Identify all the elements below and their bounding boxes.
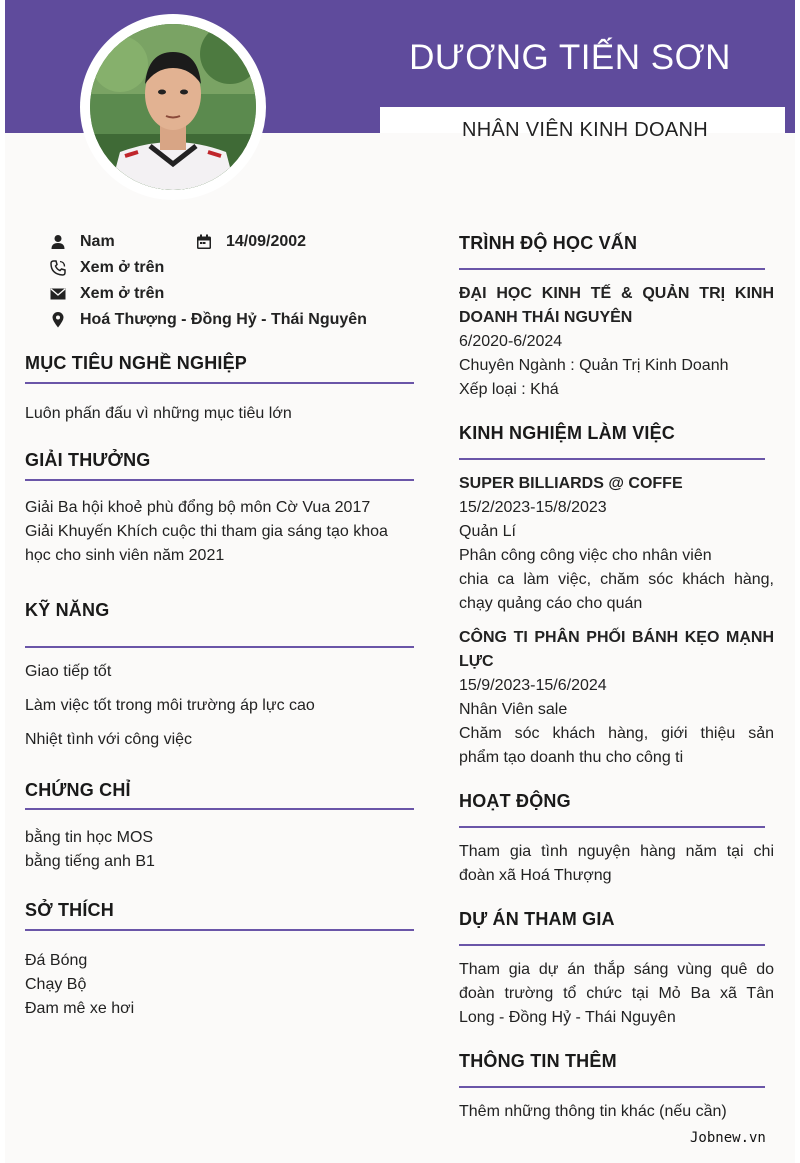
- skill-item: Làm việc tốt trong môi trường áp lực cao: [25, 697, 315, 714]
- candidate-name: DƯƠNG TIẾN SƠN: [409, 38, 731, 77]
- job-desc: chạy quảng cáo cho quán: [459, 595, 643, 612]
- job-desc: Chăm sóc khách hàng, giới thiệu sản: [459, 725, 774, 742]
- school-name: ĐẠI HỌC KINH TẾ & QUẢN TRỊ KINH: [459, 285, 774, 302]
- mail-icon: [50, 286, 66, 302]
- footer-brand: Jobnew.vn: [690, 1130, 766, 1146]
- hobbies-title: SỞ THÍCH: [25, 900, 114, 920]
- birthday-value: 14/09/2002: [226, 233, 307, 250]
- person-icon: [50, 234, 66, 250]
- job-desc: phẩm tạo doanh thu cho công ti: [459, 749, 684, 766]
- job-role: Quản Lí: [459, 523, 516, 540]
- education-title: TRÌNH ĐỘ HỌC VẤN: [459, 233, 638, 253]
- job-title: NHÂN VIÊN KINH DOANH: [461, 119, 709, 141]
- experience-title: KINH NGHIỆM LÀM VIỆC: [459, 423, 676, 443]
- education-divider: [459, 268, 765, 270]
- hobby-line: Đá Bóng: [25, 952, 88, 969]
- extra-info-text: Thêm những thông tin khác (nếu cần): [459, 1103, 727, 1120]
- extra-info-title: THÔNG TIN THÊM: [459, 1051, 617, 1071]
- contact-phone: [50, 259, 164, 277]
- projects-text: đoàn trường tổ chức tại Mỏ Ba xã Tân: [459, 985, 774, 1002]
- hobby-line: Chạy Bộ: [25, 976, 87, 993]
- gender-value: Nam: [80, 233, 115, 250]
- objective-divider: [25, 382, 414, 384]
- awards-title: GIẢI THƯỞNG: [25, 450, 151, 470]
- skill-item: Giao tiếp tốt: [25, 663, 112, 680]
- objective-title: MỤC TIÊU NGHỀ NGHIỆP: [25, 353, 248, 373]
- calendar-icon: [196, 234, 212, 250]
- education-major: Chuyên Ngành : Quản Trị Kinh Doanh: [459, 357, 729, 374]
- hobbies-divider: [25, 929, 414, 931]
- phone-value: Xem ở trên: [80, 259, 165, 276]
- skills-divider: [25, 646, 414, 648]
- avatar: [90, 24, 256, 190]
- phone-icon: [50, 260, 66, 276]
- certificates-divider: [25, 808, 414, 810]
- address-value: Hoá Thượng - Đồng Hỷ - Thái Nguyên: [80, 311, 367, 328]
- job-desc: Phân công công việc cho nhân viên: [459, 547, 712, 564]
- projects-text: Long - Đồng Hỷ - Thái Nguyên: [459, 1009, 676, 1026]
- email-value: Xem ở trên: [80, 285, 165, 302]
- extra-info-divider: [459, 1086, 765, 1088]
- awards-divider: [25, 479, 414, 481]
- experience-divider: [459, 458, 765, 460]
- contact-gender: [50, 233, 115, 251]
- activities-divider: [459, 826, 765, 828]
- projects-title: DỰ ÁN THAM GIA: [459, 909, 615, 929]
- map-pin-icon: [50, 312, 66, 328]
- projects-divider: [459, 944, 765, 946]
- award-line: học cho sinh viên năm 2021: [25, 547, 225, 564]
- school-name-cont: DOANH THÁI NGUYÊN: [459, 309, 633, 326]
- award-line: Giải Khuyến Khích cuộc thi tham gia sáng tạo khoa: [25, 523, 388, 540]
- activities-text: Tham gia tình nguyện hàng năm tại chi: [459, 843, 774, 860]
- job-company-cont: LỰC: [459, 653, 494, 670]
- job-company: SUPER BILLIARDS @ COFFE: [459, 475, 683, 492]
- certificates-title: CHỨNG CHỈ: [25, 780, 131, 800]
- skills-title: KỸ NĂNG: [25, 600, 110, 620]
- job-period: 15/9/2023-15/6/2024: [459, 677, 607, 694]
- contact-address: [50, 311, 367, 329]
- job-company: CÔNG TI PHÂN PHỐI BÁNH KẸO MẠNH: [459, 629, 774, 646]
- award-line: Giải Ba hội khoẻ phù đổng bộ môn Cờ Vua 2017: [25, 499, 371, 516]
- job-desc: chia ca làm việc, chăm sóc khách hàng,: [459, 571, 774, 588]
- objective-text: Luôn phấn đấu vì những mục tiêu lớn: [25, 405, 292, 422]
- certificate-line: bằng tiếng anh B1: [25, 853, 155, 870]
- projects-text: Tham gia dự án thắp sáng vùng quê do: [459, 961, 774, 978]
- contact-birthday: [196, 233, 306, 251]
- skill-item: Nhiệt tình với công việc: [25, 731, 193, 748]
- certificate-line: bằng tin học MOS: [25, 829, 154, 846]
- education-period: 6/2020-6/2024: [459, 333, 563, 350]
- hobby-line: Đam mê xe hơi: [25, 1000, 135, 1017]
- activities-title: HOẠT ĐỘNG: [459, 791, 571, 811]
- activities-text: đoàn xã Hoá Thượng: [459, 867, 612, 884]
- job-period: 15/2/2023-15/8/2023: [459, 499, 607, 516]
- contact-email: [50, 285, 164, 303]
- education-rank: Xếp loại : Khá: [459, 381, 559, 398]
- job-role: Nhân Viên sale: [459, 701, 568, 718]
